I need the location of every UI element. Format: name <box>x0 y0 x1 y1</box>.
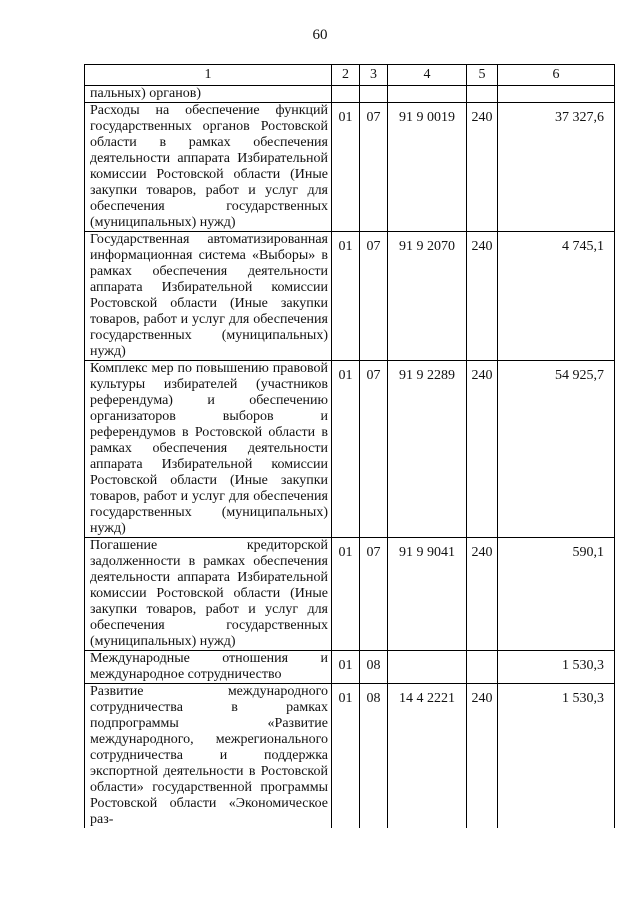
column-header-expense-type: 5 <box>467 65 498 86</box>
row-target-article: 91 9 2289 <box>388 361 467 538</box>
row-subsection-code: 07 <box>360 232 388 361</box>
column-header-description: 1 <box>85 65 332 86</box>
row-description: Погашение кредиторской задолженности в рамках обеспечения деятельности аппарата Избирательной комиссии Ростовской области (Иные закупки товаров, работ и услуг для обеспечения государственных (муниципальных) нужд) <box>85 538 332 651</box>
row-target-article <box>388 651 467 684</box>
header-row <box>85 65 615 86</box>
row-subsection-code: 07 <box>360 361 388 538</box>
column-header-amount: 6 <box>498 65 615 86</box>
column-header-section: 2 <box>332 65 360 86</box>
row-subsection-code: 07 <box>360 103 388 232</box>
row-expense-type <box>467 651 498 684</box>
row-expense-type: 240 <box>467 538 498 651</box>
column-header-subsection: 3 <box>360 65 388 86</box>
row-subsection-code: 08 <box>360 651 388 684</box>
row-section-code: 01 <box>332 684 360 829</box>
row-section-code: 01 <box>332 232 360 361</box>
row-section-code: 01 <box>332 361 360 538</box>
row-description: Расходы на обеспечение функций государственных органов Ростовской области в рамках обеспечения деятельности аппарата Избирательной комиссии Ростовской области (Иные закупки товаров, работ и услуг для обеспечения государственных (муниципальных) нужд) <box>85 103 332 232</box>
row-section-code: 01 <box>332 651 360 684</box>
table-row <box>85 232 615 361</box>
row-subsection-code: 08 <box>360 684 388 829</box>
row-target-article: 91 9 0019 <box>388 103 467 232</box>
row-amount: 37 327,6 <box>498 103 615 232</box>
table-row <box>85 103 615 232</box>
row-target-article: 14 4 2221 <box>388 684 467 829</box>
row-description: Развитие международного сотрудничества в рамках подпрограммы «Развитие международного, межрегионального сотрудничества и поддержка экспортной деятельности в Ростовской области» государственной программы Ростовской области «Экономическое раз- <box>85 684 332 829</box>
budget-table <box>84 64 615 828</box>
table-row <box>85 538 615 651</box>
table-row <box>85 684 615 829</box>
column-header-target-article: 4 <box>388 65 467 86</box>
row-expense-type: 240 <box>467 684 498 829</box>
table-row <box>85 651 615 684</box>
table-row <box>85 361 615 538</box>
row-section-code: 01 <box>332 103 360 232</box>
page-number: 60 <box>312 27 328 43</box>
row-target-article: 91 9 9041 <box>388 538 467 651</box>
row-expense-type: 240 <box>467 232 498 361</box>
row-amount: 1 530,3 <box>498 684 615 829</box>
row-amount: 1 530,3 <box>498 651 615 684</box>
row-expense-type: 240 <box>467 361 498 538</box>
row-expense-type: 240 <box>467 103 498 232</box>
row-amount: 54 925,7 <box>498 361 615 538</box>
continuation-text: пальных) органов) <box>85 86 332 103</box>
row-amount: 4 745,1 <box>498 232 615 361</box>
row-section-code: 01 <box>332 538 360 651</box>
row-subsection-code: 07 <box>360 538 388 651</box>
row-description: Международные отношения и международное сотрудничество <box>85 651 332 684</box>
row-amount: 590,1 <box>498 538 615 651</box>
row-description: Комплекс мер по повышению правовой культуры избирателей (участников референдума) и обеспечению организаторов выборов и референдумов в Ростовской области в рамках обеспечения деятельности аппарата Избирательной комиссии Ростовской области (Иные закупки товаров, работ и услуг для обеспечения государственных (муниципальных) нужд) <box>85 361 332 538</box>
row-description: Государственная автоматизированная информационная система «Выборы» в рамках обеспечения деятельности аппарата Избирательной комиссии Ростовской области (Иные закупки товаров, работ и услуг для обеспечения государственных (муниципальных) нужд) <box>85 232 332 361</box>
row-target-article: 91 9 2070 <box>388 232 467 361</box>
table-row-continuation <box>85 86 615 103</box>
